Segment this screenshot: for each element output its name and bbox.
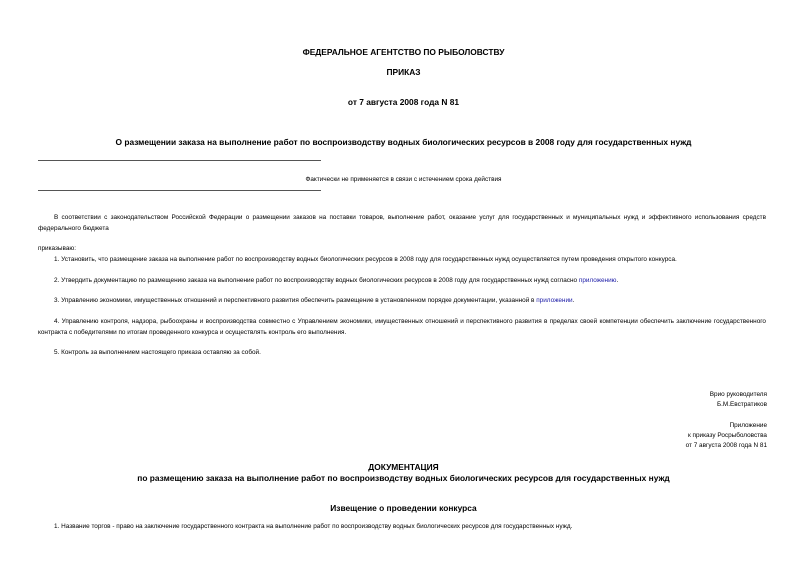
signature-position: Врио руководителя [709,391,767,398]
documentation-subtitle: по размещению заказа на выполнение работ по воспроизводству водных биологических ресурсов для государственных нужд [137,473,670,483]
order-item-1: 1. Установить, что размещение заказа на выполнение работ по воспроизводству водных биологических ресурсов в 2008 году для государственных нужд осуществляется путем проведения открытого конкурса. [54,256,677,263]
documentation-item-1: 1. Название торгов - право на заключение государственного контракта на выполнение работ по воспроизводству водных биологических ресурсов для государственных нужд. [54,523,573,530]
order-date-number: от 7 августа 2008 года N 81 [347,97,460,107]
appendix-order-ref: к приказу Росрыболовства [687,432,767,439]
order-title: О размещении заказа на выполнение работ по воспроизводству водных биологических ресурсов в 2008 году для государственных нужд [115,137,692,147]
order-item-2-end: . [616,277,619,284]
section-title: Извещение о проведении конкурса [330,503,477,513]
divider-top [38,160,321,161]
order-item-2 [38,276,766,287]
documentation-title: ДОКУМЕНТАЦИЯ [368,462,439,472]
agency-heading: ФЕДЕРАЛЬНОЕ АГЕНТСТВО ПО РЫБОЛОВСТВУ [302,47,505,57]
order-item-3-end: . [572,297,575,304]
order-item-4: 4. Управлению контроля, надзора, рыбоохраны и воспроизводства совместно с Управлением экономики, имущественных отношений и перспективного развития в пределах своей компетенции обеспечить заключение государственного контракта с победителями по итогам проведенного конкурса и осуществлять контроль его выполнения. [38,318,766,336]
preamble-paragraph: В соответствии с законодательством Российской Федерации о размещении заказов на поставки товаров, выполнение работ, оказание услуг для государственных и муниципальных нужд и эффективного использования средств федерального бюджета [38,214,766,232]
appendix-link[interactable]: приложению [578,277,617,284]
order-item-5: 5. Контроль за выполнением настоящего приказа оставляю за собой. [54,349,261,356]
appendix-link-2[interactable]: приложении [536,297,573,304]
divider-bottom [38,190,321,191]
appendix-date-ref: от 7 августа 2008 года N 81 [685,442,767,449]
signature-name: Б.М.Евстратиков [716,401,767,408]
order-heading: ПРИКАЗ [386,67,421,77]
status-note: Фактически не применяется в связи с истечением срока действия [305,176,502,183]
order-item-3 [38,296,766,307]
order-word: приказываю: [38,245,76,252]
appendix-label: Приложение [729,422,767,429]
order-item-3-text: 3. Управлению экономики, имущественных отношений и перспективного развития обеспечить размещение в установленном порядке документации, указанной в [54,297,535,304]
order-item-2-text: 2. Утвердить документацию по размещению заказа на выполнение работ по воспроизводству водных биологических ресурсов в 2008 году для государственных нужд согласно [54,277,578,284]
